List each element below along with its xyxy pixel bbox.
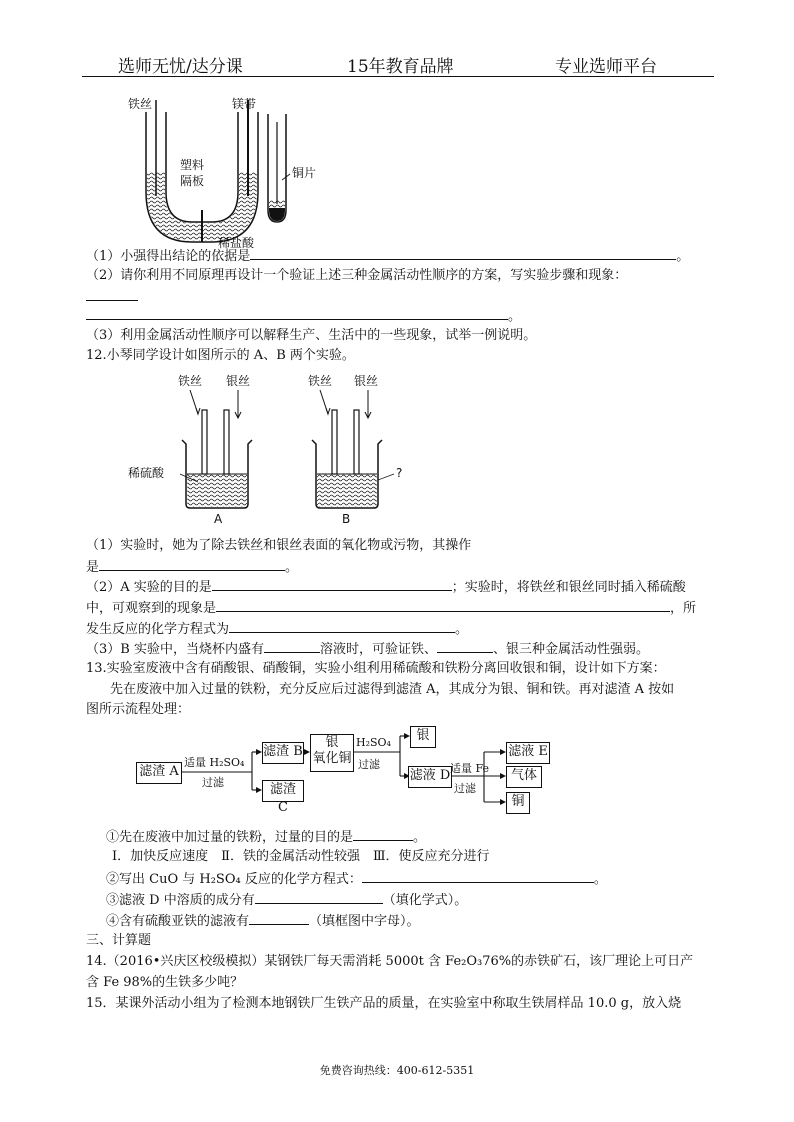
q11-part2: （2）请你利用不同原理再设计一个验证上述三种金属活动性顺序的方案，写实验步骤和现象： <box>86 268 628 283</box>
q12-answer3a-blank[interactable] <box>264 640 320 653</box>
label-a-silver: 银丝 <box>226 374 251 388</box>
q13-sub1: ①先在废液中加过量的铁粉，过量的目的是 。 <box>106 830 427 845</box>
q11-part2-blank-short <box>86 288 138 306</box>
q11-answer2-blank-a[interactable] <box>86 288 138 301</box>
q12-answer1-blank[interactable] <box>99 558 285 571</box>
header-rule <box>82 76 714 77</box>
header-right: 专业选师平台 <box>555 57 657 77</box>
label-question: ? <box>396 466 403 480</box>
q13-answer4-blank[interactable] <box>249 912 309 925</box>
flow-step1-top: 适量 H₂SO₄ <box>184 756 245 769</box>
q13-intro-1: 先在废液中加入过量的铁粉，充分反应后过滤得到滤渣 A，其成分为银、铜和铁。再对滤渣 A 按如 <box>110 682 675 697</box>
footer-hotline: 免费咨询热线：400-612-5351 <box>319 1064 475 1077</box>
q12-answer2a-blank[interactable] <box>212 578 452 591</box>
q12-answer3b-blank[interactable] <box>437 640 493 653</box>
q12-part2b: 中，可观察到的现象是 ，所 <box>86 601 697 616</box>
q11-part1: （1）小强得出结论的依据是 。 <box>86 249 690 264</box>
q12-title: 12.小琴同学设计如图所示的 A、B 两个实验。 <box>86 348 355 363</box>
flow-step3-top: 适量 Fe <box>450 762 490 775</box>
label-dilute-hcl: 稀盐酸 <box>218 236 255 250</box>
flow-box-gas: 气体 <box>506 766 542 788</box>
q13-answer1-blank[interactable] <box>353 828 413 841</box>
q13-answer3-blank[interactable] <box>255 891 383 904</box>
q11-answer2-blank-b[interactable] <box>86 307 508 320</box>
q11-part2-blank-long: 。 <box>86 307 521 325</box>
label-beaker-b: B <box>342 512 351 526</box>
flow-box-e: 滤液 E <box>506 742 550 764</box>
q12-answer2c-blank[interactable] <box>229 620 455 633</box>
u-tube-diagram <box>120 92 320 252</box>
q13-intro-2: 图所示流程处理： <box>86 702 191 717</box>
q13-answer2-blank[interactable] <box>362 870 594 883</box>
label-magnesium: 镁带 <box>232 97 257 111</box>
q12-answer2b-blank[interactable] <box>216 599 670 612</box>
section3-title: 三、计算题 <box>86 933 152 948</box>
q14-line1: 14.（2016•兴庆区校级模拟）某钢铁厂每天需消耗 5000t 含 Fe₂O₃76%的赤铁矿石，该厂理论上可日产 <box>86 954 694 969</box>
label-b-silver: 银丝 <box>354 374 379 388</box>
flow-box-silver-cuo: 银 氧化铜 <box>310 734 354 772</box>
q13-title: 13.实验室废液中含有硝酸银、硝酸铜，实验小组利用稀硫酸和铁粉分离回收银和铜，设计如下方案： <box>86 661 666 676</box>
q13-sub3: ③滤液 D 中溶质的成分有 （填化学式）。 <box>106 893 468 908</box>
q12-part2a: （2）A 实验的目的是 ；实验时，将铁丝和银丝同时插入稀硫酸 <box>86 580 686 595</box>
label-b-iron: 铁丝 <box>308 374 333 388</box>
q12-part3: （3）B 实验中，当烧杯内盛有 溶液时，可验证铁、 、银三种金属活动性强弱。 <box>86 642 649 657</box>
q13-sub4: ④含有硫酸亚铁的滤液有 （填框图中字母）。 <box>106 914 420 929</box>
q13-sub2: ②写出 CuO 与 H₂SO₄ 反应的化学方程式： 。 <box>106 872 607 887</box>
flow-step3-bot: 过滤 <box>454 782 476 795</box>
flow-step2-bot: 过滤 <box>358 758 380 771</box>
flowchart <box>132 722 562 816</box>
label-copper: 铜片 <box>292 166 317 180</box>
q12-part1a: （1）实验时，她为了除去铁丝和银丝表面的氧化物或污物，其操作 <box>86 538 472 553</box>
flow-step1-bot: 过滤 <box>202 776 224 789</box>
flow-box-silver: 银 <box>410 726 436 748</box>
figure-beakers <box>126 370 426 530</box>
flow-box-b: 滤渣 B <box>262 742 304 764</box>
beakers-diagram <box>126 370 426 530</box>
header-left: 选师无忧/达分课 <box>118 57 243 77</box>
q15-line1: 15．某课外活动小组为了检测本地钢铁厂生铁产品的质量，在实验室中称取生铁屑样品 10.0 g，放入烧 <box>86 996 682 1011</box>
label-iron-wire: 铁丝 <box>128 97 153 111</box>
q14-line2: 含 Fe 98%的生铁多少吨？ <box>86 975 244 990</box>
figure-u-tube <box>120 92 320 252</box>
q12-part2c: 发生反应的化学方程式为 。 <box>86 622 469 637</box>
label-plastic: 塑料 <box>180 158 205 172</box>
label-dilute-h2so4: 稀硫酸 <box>128 466 165 480</box>
flow-box-c: 滤渣 C <box>262 780 304 802</box>
flow-box-a: 滤渣 A <box>136 762 182 784</box>
q12-part1b: 是 。 <box>86 560 299 575</box>
flow-step2-top: H₂SO₄ <box>356 736 391 749</box>
q11-answer1-blank[interactable] <box>250 247 676 260</box>
flow-box-copper: 铜 <box>506 792 530 814</box>
label-beaker-a: A <box>214 512 223 526</box>
q13-sub1-options: Ⅰ．加快反应速度 Ⅱ．铁的金属活动性较强 Ⅲ．使反应充分进行 <box>112 849 490 864</box>
label-a-iron: 铁丝 <box>178 374 203 388</box>
label-partition: 隔板 <box>180 174 205 188</box>
q11-part3: （3）利用金属活动性顺序可以解释生产、生活中的一些现象，试举一例说明。 <box>86 328 537 343</box>
flow-box-d: 滤液 D <box>408 766 452 788</box>
header-center: 15年教育品牌 <box>347 57 454 77</box>
